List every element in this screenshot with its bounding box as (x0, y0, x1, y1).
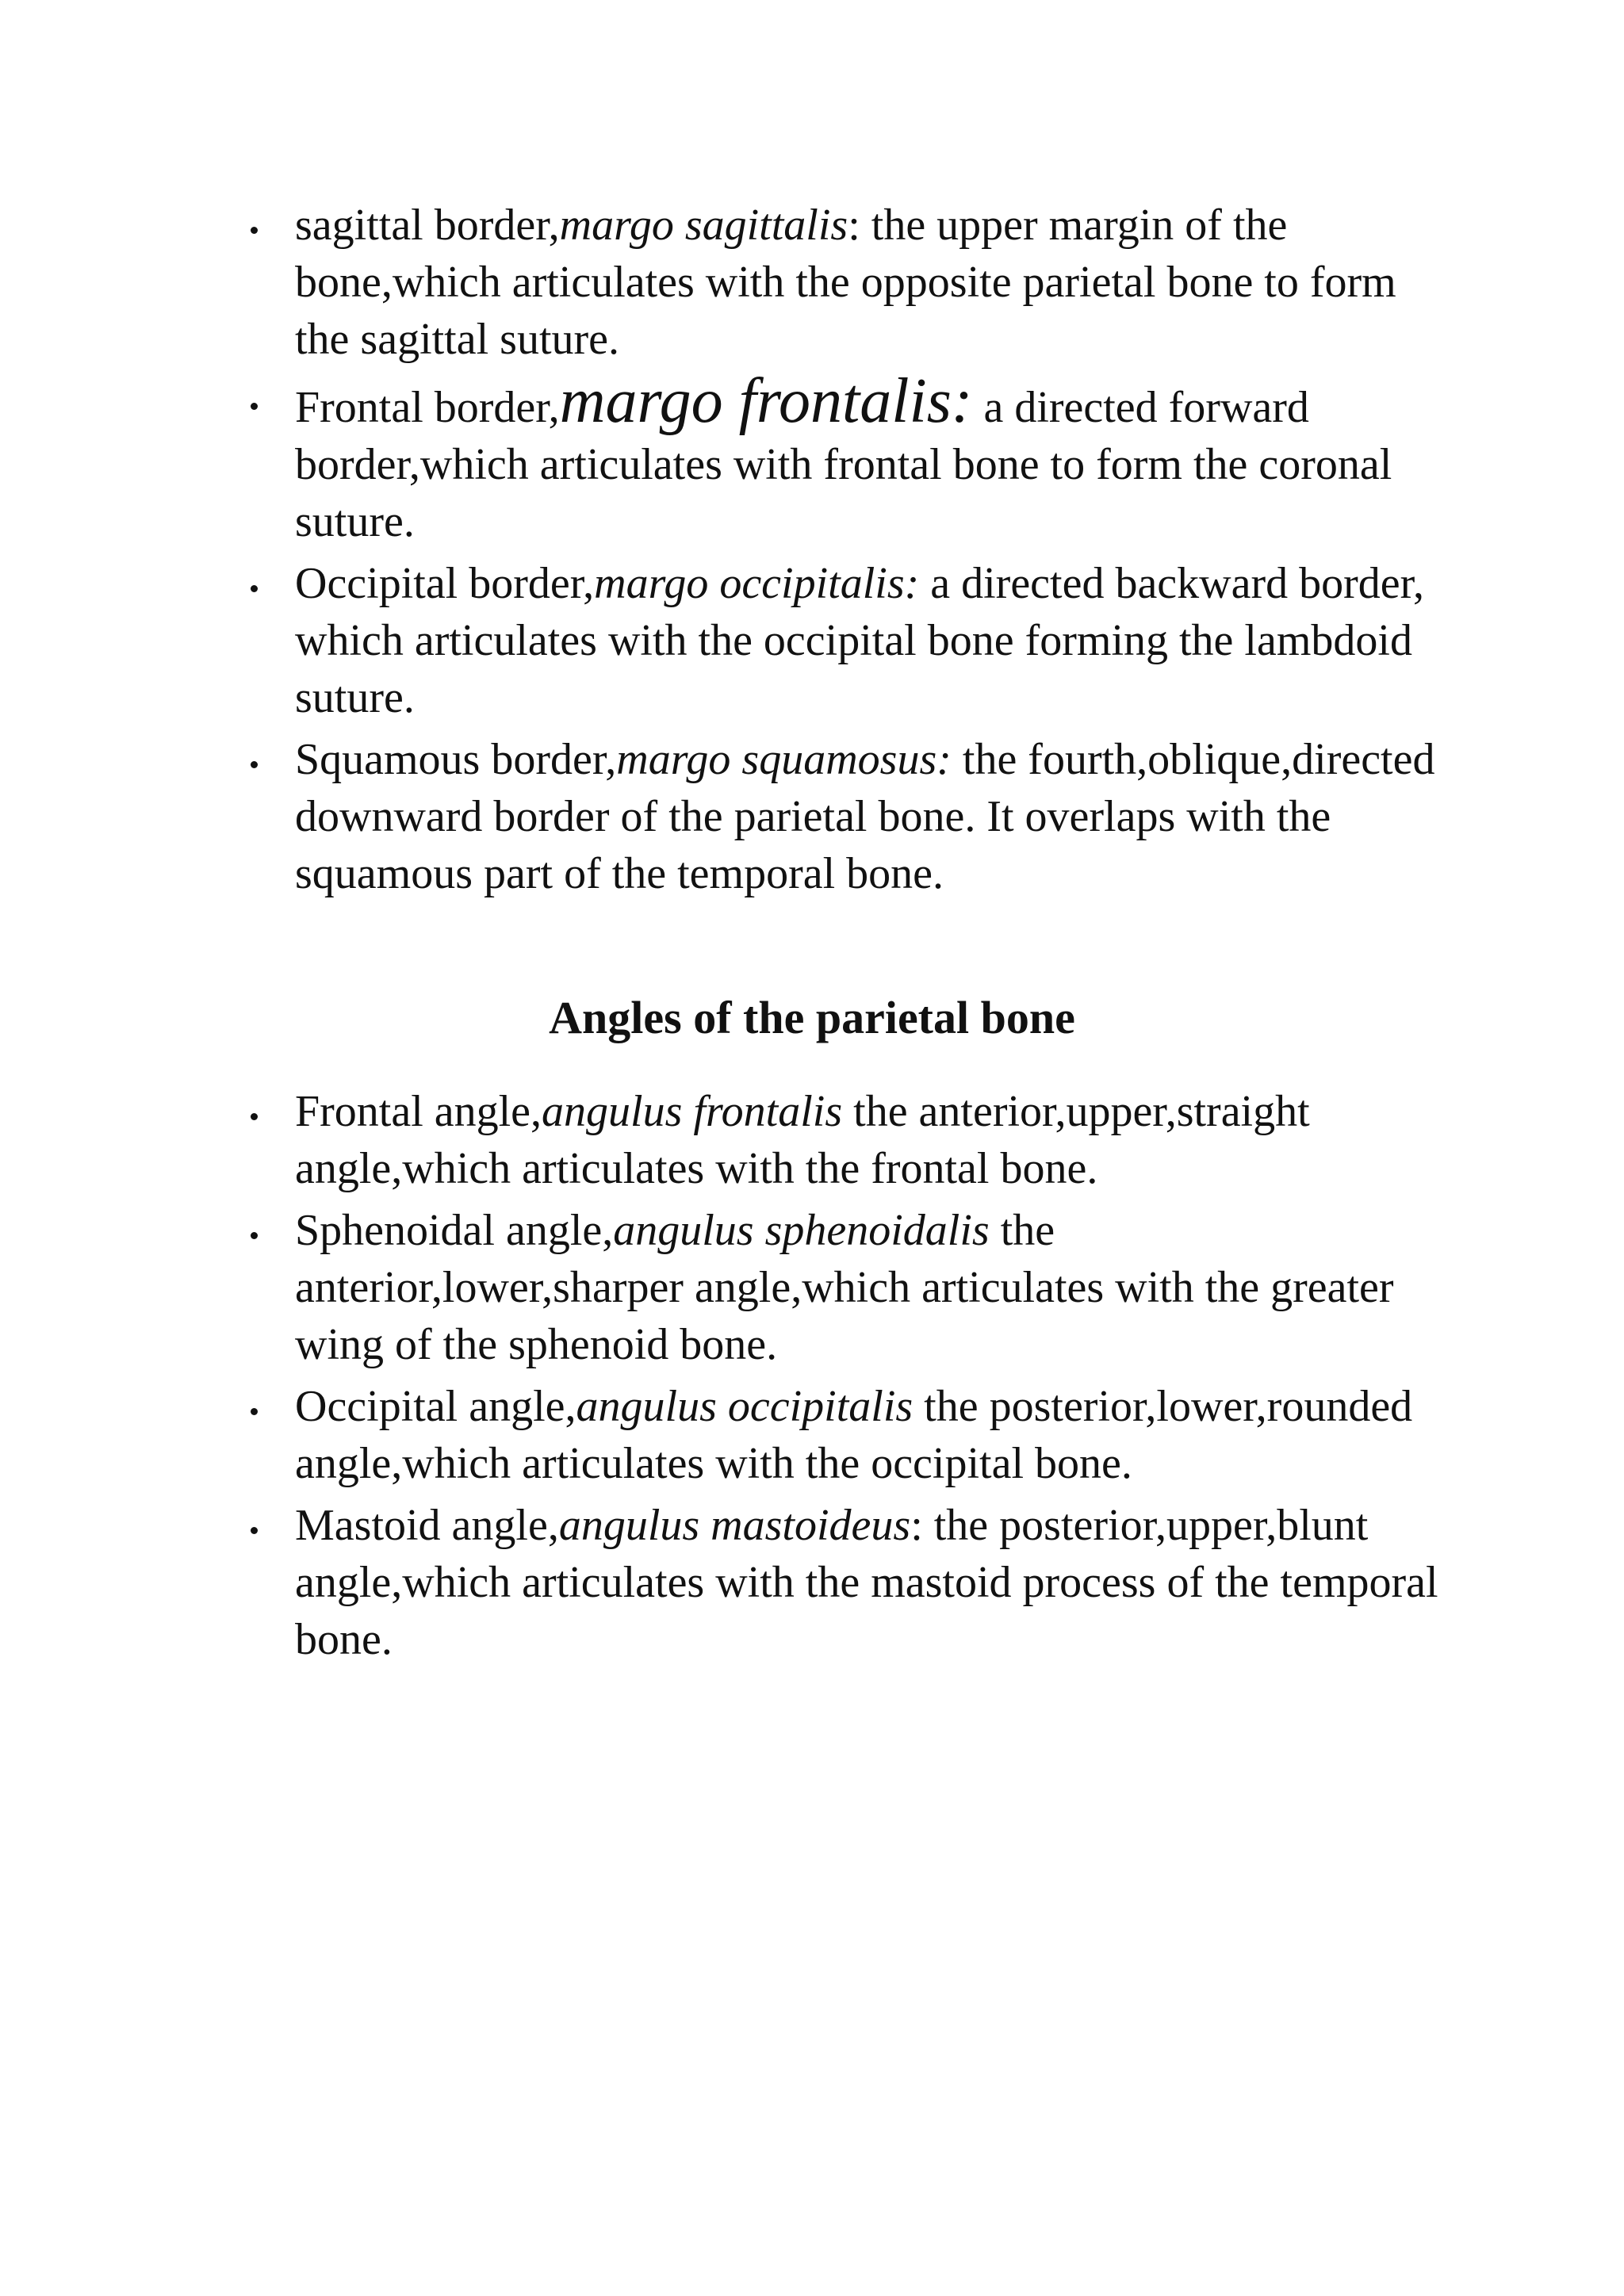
latin-term: margo sagittalis (559, 201, 848, 250)
term: Mastoid angle, (295, 1501, 559, 1550)
latin-term: angulus frontalis (542, 1087, 843, 1136)
term: Occipital angle, (295, 1382, 576, 1431)
list-item (295, 1378, 1453, 1492)
latin-term: margo frontalis: (559, 366, 973, 436)
description: the anterior,lower,sharper angle,which articulates with the greater wing of the sphenoid bone. (295, 1206, 1394, 1369)
latin-term: margo occipitalis: (594, 559, 920, 608)
term: Occipital border, (295, 559, 595, 608)
description: : the upper margin of the bone,which articulates with the opposite parietal bone to form the sagittal suture. (295, 201, 1396, 364)
term: Frontal border, (295, 383, 560, 432)
description: a directed backward border, which articulates with the occipital bone forming the lambdoid suture. (295, 559, 1425, 722)
term: sagittal border, (295, 201, 560, 250)
list-item (295, 1497, 1453, 1668)
term: Squamous border, (295, 735, 617, 784)
description: the posterior,lower,rounded angle,which articulates with the occipital bone. (295, 1382, 1413, 1488)
section-heading: Angles of the parietal bone (549, 992, 1075, 1043)
list-item (295, 366, 1453, 550)
latin-term: angulus sphenoidalis (613, 1206, 990, 1255)
angles-list (295, 1083, 1453, 1673)
list-item (295, 731, 1453, 902)
list-item (295, 555, 1453, 726)
description: the anterior,upper,straight angle,which articulates with the frontal bone. (295, 1087, 1310, 1193)
term: Sphenoidal angle, (295, 1206, 614, 1255)
description: a directed forward border,which articulates with frontal bone to form the coronal suture. (295, 383, 1392, 546)
list-item (295, 1202, 1453, 1373)
description: : the posterior,upper,blunt angle,which articulates with the mastoid process of the temporal bone. (295, 1501, 1438, 1664)
term: Frontal angle, (295, 1087, 542, 1136)
list-item (295, 1083, 1453, 1197)
latin-term: angulus occipitalis (576, 1382, 914, 1431)
borders-list (295, 197, 1453, 907)
description: the fourth,oblique,directed downward border of the parietal bone. It overlaps with the squamous part of the temporal bone. (295, 735, 1435, 898)
latin-term: angulus mastoideus (558, 1501, 911, 1550)
list-item (295, 197, 1453, 368)
latin-term: margo squamosus: (616, 735, 952, 784)
